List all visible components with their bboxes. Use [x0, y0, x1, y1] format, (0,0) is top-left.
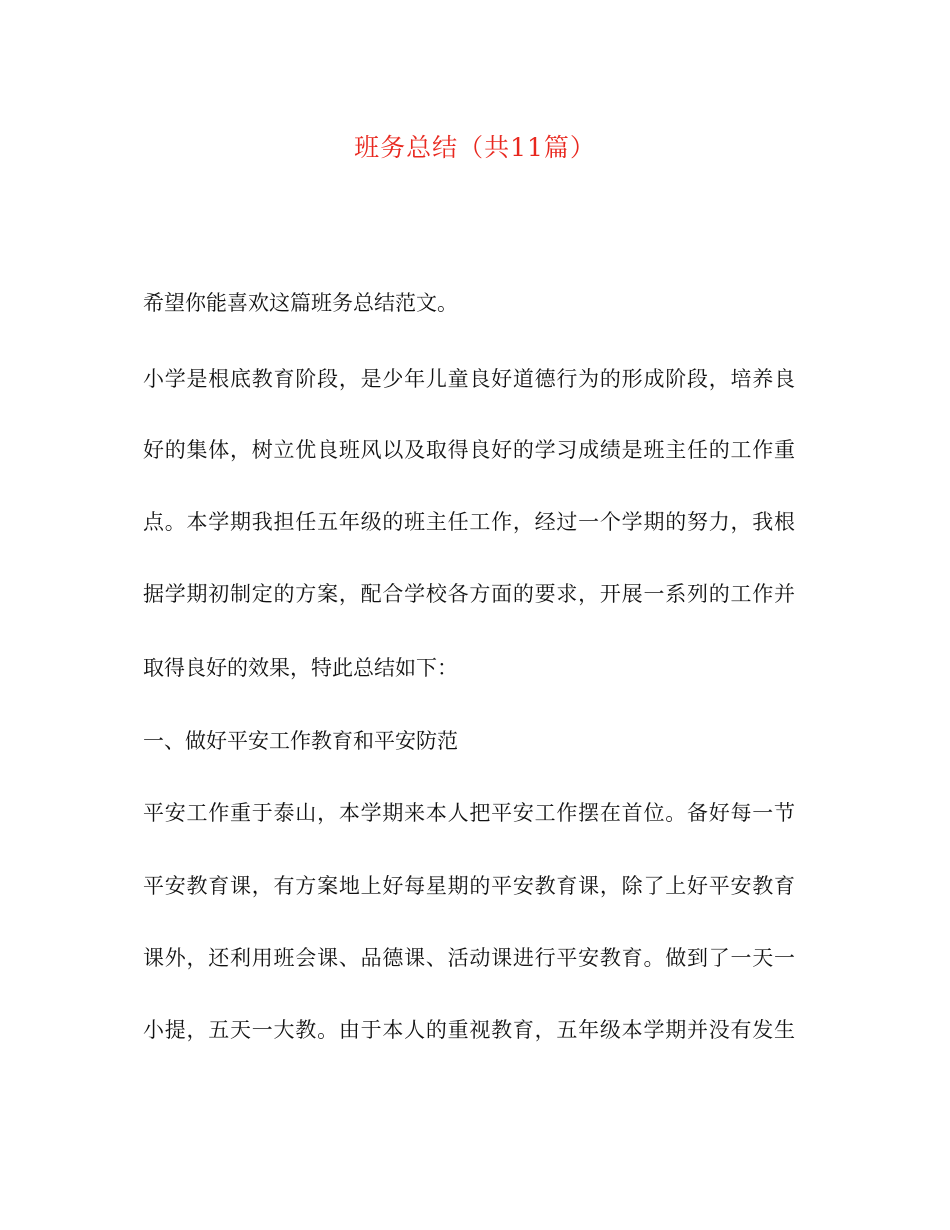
body-line: 平安教育课，有方案地上好每星期的平安教育课，除了上好平安教育 [143, 874, 795, 898]
body-line: 点。本学期我担任五年级的班主任工作，经过一个学期的努力，我根 [143, 510, 795, 534]
intro-line: 希望你能喜欢这篇班务总结范文。 [143, 291, 458, 315]
body-line: 好的集体，树立优良班风以及取得良好的学习成绩是班主任的工作重 [143, 438, 795, 462]
body-line: 平安工作重于泰山，本学期来本人把平安工作摆在首位。备好每一节 [143, 801, 795, 825]
body-line: 据学期初制定的方案，配合学校各方面的要求，开展一系列的工作并 [143, 582, 795, 606]
body-line: 课外，还利用班会课、品德课、活动课进行平安教育。做到了一天一 [143, 946, 795, 970]
document-title: 班务总结（共11篇） [354, 133, 596, 162]
body-line: 小提，五天一大教。由于本人的重视教育，五年级本学期并没有发生 [143, 1018, 795, 1042]
body-line: 小学是根底教育阶段，是少年儿童良好道德行为的形成阶段，培养良 [143, 367, 795, 391]
section-heading: 一、做好平安工作教育和平安防范 [143, 729, 458, 753]
body-line: 取得良好的效果，特此总结如下： [143, 656, 458, 680]
